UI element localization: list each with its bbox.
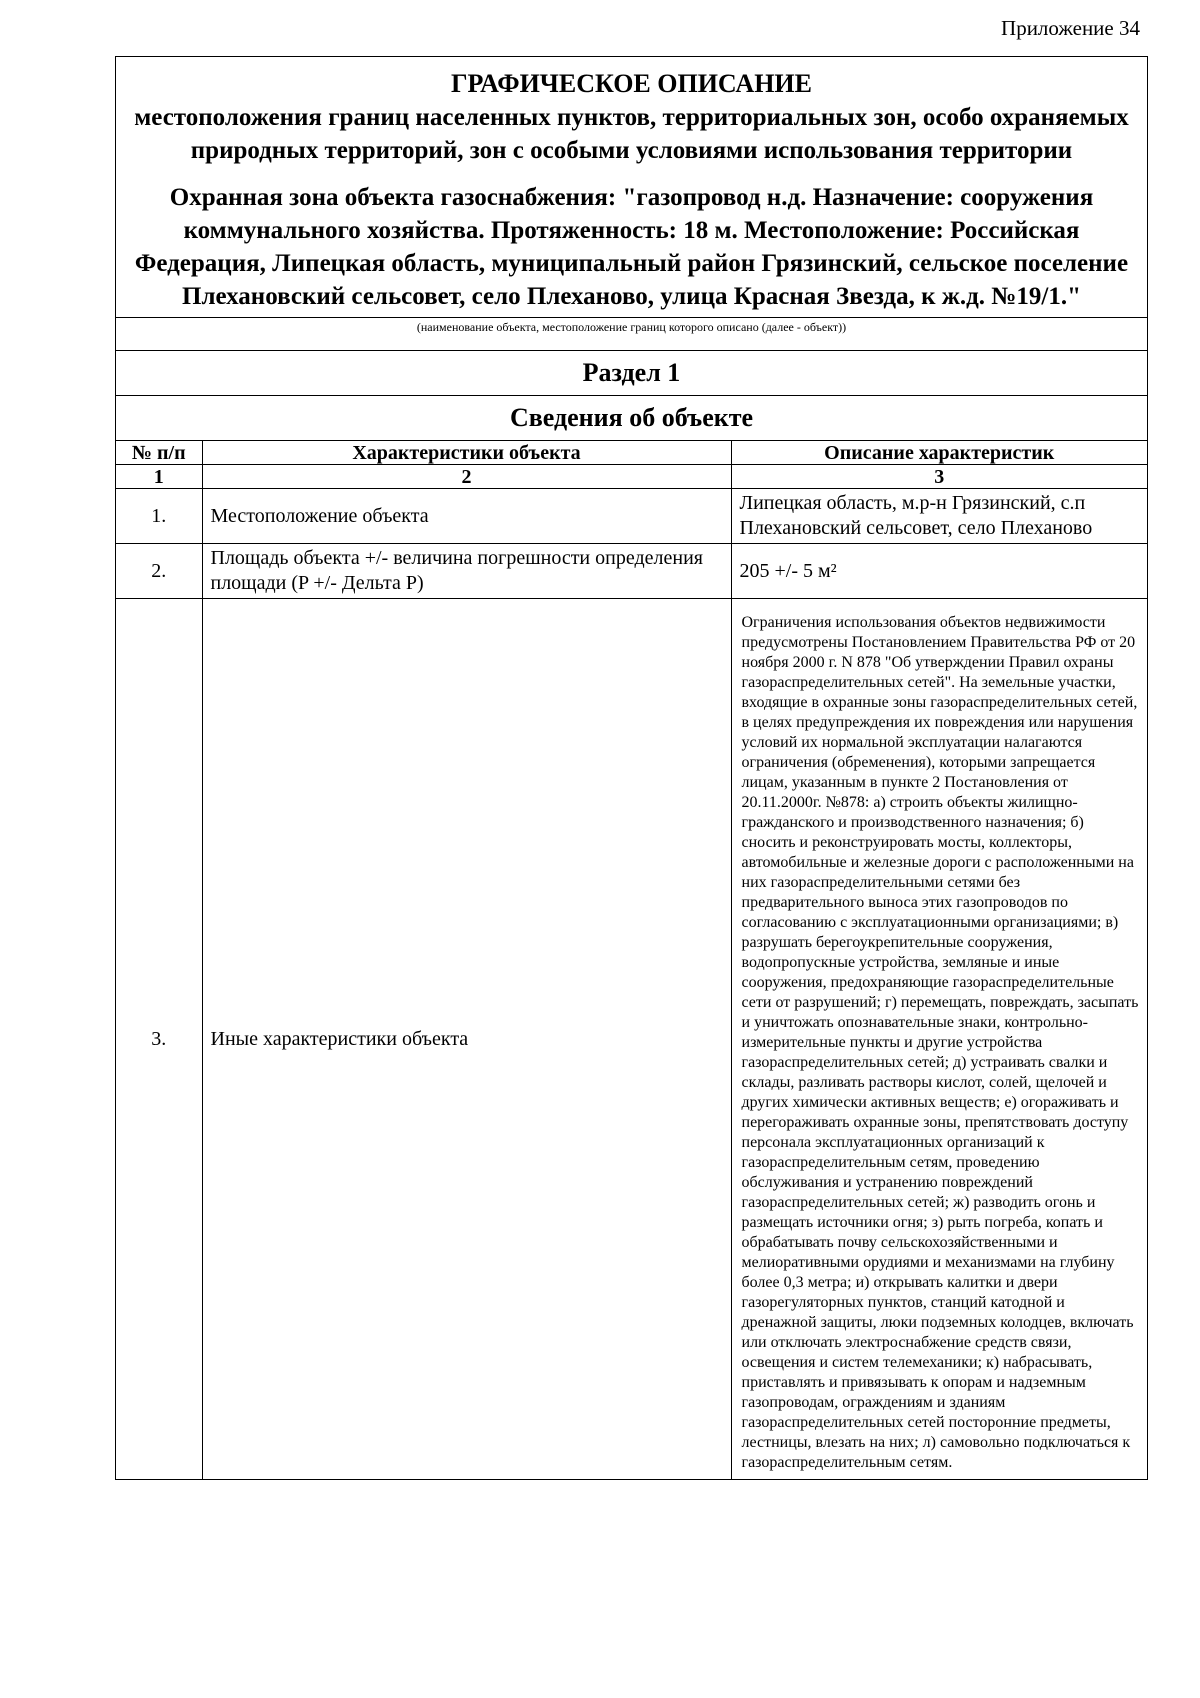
- appendix-label: Приложение 34: [1001, 16, 1140, 40]
- header-number: № п/п: [116, 441, 202, 465]
- header-description: Описание характеристик: [731, 441, 1147, 465]
- section-title: Раздел 1: [116, 350, 1147, 395]
- table-row: [116, 599, 1147, 1480]
- header-block: [116, 57, 1147, 317]
- column-number-2: 2: [202, 465, 731, 489]
- object-name: Охранная зона объекта газоснабжения: "газопровод н.д. Назначение: сооружения коммунального хозяйства. Протяженность: 18 м. Местоположение: Российская Федерация, Липецкая область, муниципальный район Грязинский, сельское поселение Плехановский сельсовет, село Плеханово, улица Красная Звезда, к ж.д. №19/1.": [134, 184, 1129, 310]
- row-description: Ограничения использования объектов недвижимости предусмотрены Постановлением Правительства РФ от 20 ноября 2000 г. N 878 "Об утверждении Правил охраны газораспределительных сетей". На земельные участки, входящие в охранные зоны газораспределительных сетей, в целях предупреждения их повреждения или нарушения условий их нормальной эксплуатации налагаются ограничения (обременения), которыми запрещается лицам, указанным в пункте 2 Постановления от 20.11.2000г. №878: а) строить объекты жилищно-гражданского и производственного назначения; б) сносить и реконструировать мосты, коллекторы, автомобильные и железные дороги с расположенными на них газораспределительными сетями без предварительного выноса этих газопроводов по согласованию с эксплуатационными организациями; в) разрушать берегоукрепительные сооружения, водопропускные устройства, земляные и иные сооружения, предохраняющие газораспределительные сети от разрушений; г) перемещать, повреждать, засыпать и уничтожать опознавательные знаки, контрольно-измерительные пункты и другие устройства газораспределительных сетей; д) устраивать свалки и склады, разливать растворы кислот, солей, щелочей и других химически активных веществ; е) огораживать и перегораживать охранные зоны, препятствовать доступу персонала эксплуатационных организаций к газораспределительным сетям, проведению обслуживания и устранению повреждений газораспределительных сетей; ж) разводить огонь и размещать источники огня; з) рыть погреба, копать и обрабатывать почву сельскохозяйственными и мелиоративными орудиями и механизмами на глубину более 0,3 метра; и) открывать калитки и двери газорегуляторных пунктов, станций катодной и дренажной защиты, люки подземных колодцев, включать или отключать электроснабжение средств связи, освещения и систем телемеханики; к) набрасывать, приставлять и привязывать к опорам и надземным газопроводам, ограждениям и зданиям газораспределительных сетей посторонние предметы, лестницы, влезать на них; л) самовольно подключаться к газораспределительным сетям.: [731, 599, 1147, 1480]
- table-header-row: [116, 441, 1147, 465]
- info-title: Сведения об объекте: [116, 395, 1147, 440]
- column-number-1: 1: [116, 465, 202, 489]
- header-characteristic: Характеристики объекта: [202, 441, 731, 465]
- document-title: ГРАФИЧЕСКОЕ ОПИСАНИЕ: [451, 69, 812, 98]
- table-row: [116, 489, 1147, 544]
- row-description: Липецкая область, м.р-н Грязинский, с.п Плехановский сельсовет, село Плеханово: [731, 489, 1147, 544]
- document-frame: [115, 56, 1148, 1480]
- table-row: [116, 544, 1147, 599]
- row-characteristic: Площадь объекта +/- величина погрешности определения площади (P +/- Дельта P): [202, 544, 731, 599]
- row-characteristic: Местоположение объекта: [202, 489, 731, 544]
- row-number: 3.: [116, 599, 202, 1480]
- object-info-table: [116, 440, 1147, 1479]
- row-characteristic: Иные характеристики объекта: [202, 599, 731, 1480]
- row-description: 205 +/- 5 м²: [731, 544, 1147, 599]
- document-subtitle: местоположения границ населенных пунктов, территориальных зон, особо охраняемых природных территорий, зон с особыми условиями использования территории: [134, 104, 1129, 164]
- row-number: 1.: [116, 489, 202, 544]
- row-number: 2.: [116, 544, 202, 599]
- column-number-row: [116, 465, 1147, 489]
- object-caption: (наименование объекта, местоположение границ которого описано (далее - объект)): [116, 317, 1147, 350]
- column-number-3: 3: [731, 465, 1147, 489]
